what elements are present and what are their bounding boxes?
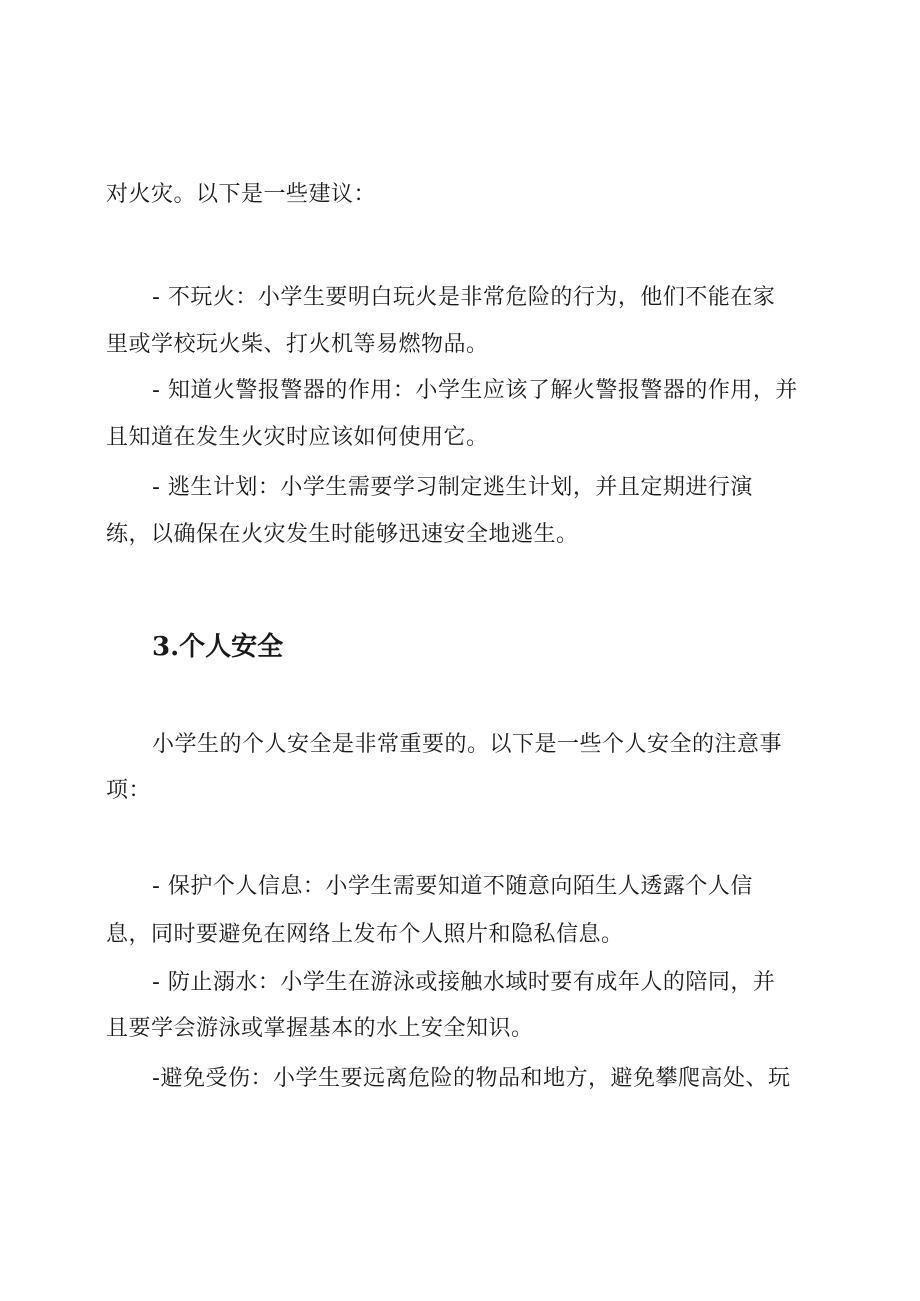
safety-tip-2-line1: - 防止溺水：小学生在游泳或接触水域时要有成年人的陪同，并 (152, 970, 776, 995)
section3-heading: 3.个人安全 (152, 632, 284, 662)
section3-intro-line1: 小学生的个人安全是非常重要的。以下是一些个人安全的注意事 (152, 732, 783, 757)
fire-tip-3-line2: 练，以确保在火灾发生时能够迅速安全地逃生。 (106, 522, 579, 547)
fire-tip-2-line2: 且知道在发生火灾时应该如何使用它。 (106, 425, 489, 450)
safety-tip-3-line1: -避免受伤：小学生要远离危险的物品和地方，避免攀爬高处、玩 (152, 1066, 791, 1091)
section3-intro-line2: 项： (106, 778, 152, 803)
safety-tip-1-line1: - 保护个人信息：小学生需要知道不随意向陌生人透露个人信 (152, 874, 753, 899)
section2-intro-tail: 对火灾。以下是一些建议： (106, 182, 377, 207)
safety-tip-2-line2: 且要学会游泳或掌握基本的水上安全知识。 (106, 1016, 534, 1041)
safety-tip-1-line2: 息，同时要避免在网络上发布个人照片和隐私信息。 (106, 922, 624, 947)
fire-tip-2-line1: - 知道火警报警器的作用：小学生应该了解火警报警器的作用，并 (152, 378, 798, 403)
fire-tip-3-line1: - 逃生计划：小学生需要学习制定逃生计划，并且定期进行演 (152, 475, 753, 500)
fire-tip-1-line1: - 不玩火：小学生要明白玩火是非常危险的行为，他们不能在家 (152, 285, 776, 310)
fire-tip-1-line2: 里或学校玩火柴、打火机等易燃物品。 (106, 332, 489, 357)
